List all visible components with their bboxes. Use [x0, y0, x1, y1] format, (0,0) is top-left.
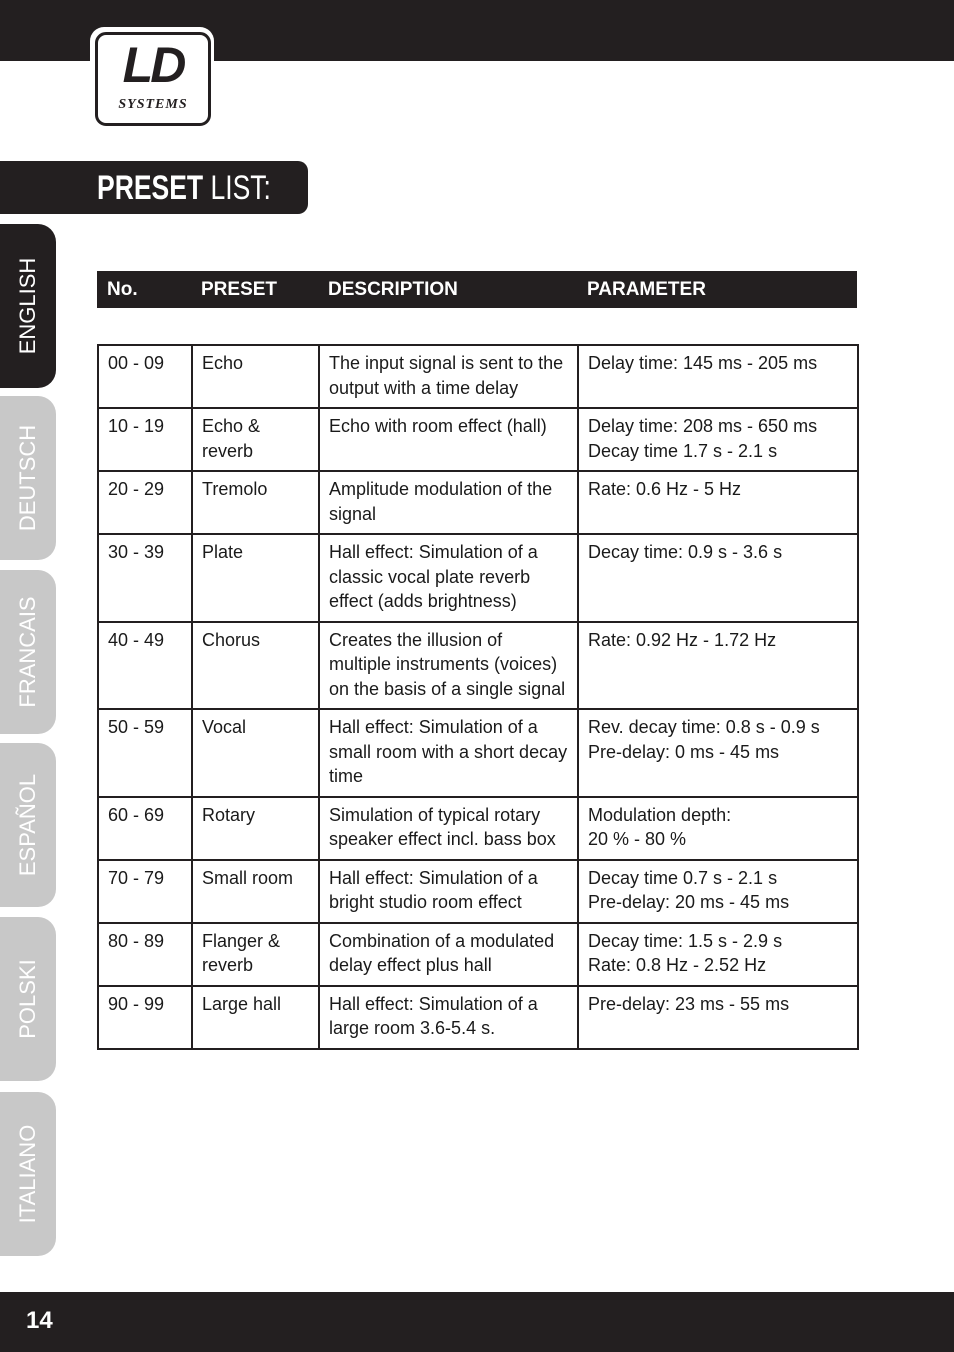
- cell-preset: [192, 622, 319, 710]
- cell-preset: [192, 986, 319, 1049]
- lang-tab-label: ESPAÑOL: [15, 773, 40, 877]
- cell-no-line: 40 - 49: [108, 629, 165, 650]
- cell-description-line: Hall effect: Simulation of a classic vocal plate reverb effect (adds brightness): [329, 542, 538, 611]
- cell-parameter: [578, 534, 858, 622]
- lang-tab-espanol[interactable]: [0, 743, 56, 907]
- cell-no-line: 60 - 69: [108, 804, 165, 825]
- cell-description: [319, 408, 578, 471]
- cell-preset: [192, 797, 319, 860]
- cell-parameter-line: Modulation depth:: [588, 804, 732, 825]
- cell-preset-line: Small room: [202, 867, 294, 888]
- cell-description-line: Hall effect: Simulation of a small room with a short decay time: [329, 717, 568, 786]
- cell-no: [98, 408, 192, 471]
- cell-parameter: [578, 797, 858, 860]
- cell-preset-line: Echo: [202, 353, 244, 373]
- cell-no-line: 30 - 39: [108, 542, 165, 562]
- cell-description: [319, 534, 578, 622]
- cell-preset: [192, 860, 319, 923]
- cell-parameter: [578, 860, 858, 923]
- table-row: [98, 860, 858, 923]
- cell-parameter: [578, 622, 858, 710]
- table-row: [98, 622, 858, 710]
- cell-preset: [192, 923, 319, 986]
- page-title-strong: PRESET: [97, 169, 204, 207]
- table-row: [98, 797, 858, 860]
- cell-preset: [192, 534, 319, 622]
- header-preset: PRESET: [201, 279, 278, 300]
- cell-parameter-line: Decay time: 1.5 s - 2.9 s: [588, 930, 783, 951]
- page-number: 14: [26, 1307, 53, 1334]
- header-description: DESCRIPTION: [328, 279, 458, 300]
- cell-parameter-line: Decay time: 0.9 s - 3.6 s: [588, 542, 783, 562]
- cell-no-line: 20 - 29: [108, 479, 165, 499]
- logo-brand: LD: [122, 37, 184, 93]
- cell-parameter-line: Decay time 0.7 s - 2.1 s: [588, 867, 778, 888]
- table-row: [98, 345, 858, 408]
- cell-description-line: Echo with room effect (hall): [329, 416, 547, 436]
- cell-no: [98, 797, 192, 860]
- cell-description: [319, 860, 578, 923]
- cell-no: [98, 622, 192, 710]
- cell-no: [98, 923, 192, 986]
- cell-description: [319, 923, 578, 986]
- table-row: [98, 923, 858, 986]
- cell-no: [98, 534, 192, 622]
- cell-description-line: The input signal is sent to the output with a time delay: [329, 353, 564, 398]
- cell-no-line: 80 - 89: [108, 930, 165, 951]
- lang-tab-deutsch[interactable]: [0, 396, 56, 560]
- ld-systems-logo: [90, 27, 214, 127]
- cell-preset-line: Tremolo: [202, 479, 268, 499]
- cell-parameter-line: Delay time: 208 ms - 650 ms: [588, 416, 818, 436]
- table-row: [98, 408, 858, 471]
- lang-tab-label: ENGLISH: [15, 257, 40, 355]
- cell-parameter-line: Rate: 0.6 Hz - 5 Hz: [588, 479, 742, 499]
- cell-no-line: 70 - 79: [108, 867, 165, 888]
- cell-parameter-line: Rate: 0.8 Hz - 2.52 Hz: [588, 955, 767, 975]
- table-header: [97, 271, 857, 308]
- logo-frame: [95, 32, 211, 126]
- cell-parameter: [578, 923, 858, 986]
- cell-parameter-line: Pre-delay: 20 ms - 45 ms: [588, 892, 790, 912]
- cell-preset-line: Flanger & reverb: [202, 930, 281, 975]
- cell-preset-line: Chorus: [202, 629, 261, 650]
- page-title: [97, 168, 271, 208]
- cell-preset-line: Rotary: [202, 804, 256, 825]
- cell-preset: [192, 709, 319, 797]
- cell-no-line: 50 - 59: [108, 717, 165, 737]
- cell-no-line: 10 - 19: [108, 416, 165, 436]
- lang-tab-italiano[interactable]: [0, 1092, 56, 1256]
- lang-tab-label: ITALIANO: [15, 1124, 40, 1224]
- bottom-bar: [0, 1292, 954, 1352]
- cell-parameter: [578, 408, 858, 471]
- cell-no: [98, 471, 192, 534]
- cell-preset: [192, 345, 319, 408]
- cell-description: [319, 471, 578, 534]
- cell-description-line: Hall effect: Simulation of a bright studio room effect: [329, 867, 538, 912]
- cell-parameter: [578, 471, 858, 534]
- cell-parameter-line: Rev. decay time: 0.8 s - 0.9 s: [588, 717, 820, 737]
- lang-tab-english[interactable]: [0, 224, 56, 388]
- logo-subtitle: SYSTEMS: [118, 97, 188, 112]
- cell-description-line: Simulation of typical rotary speaker effect incl. bass box: [329, 804, 556, 849]
- cell-preset-line: Echo & reverb: [202, 416, 261, 461]
- lang-tab-label: DEUTSCH: [15, 424, 40, 532]
- lang-tab-polski[interactable]: [0, 917, 56, 1081]
- cell-description-line: Creates the illusion of multiple instruments (voices) on the basis of a single signal: [329, 629, 566, 699]
- cell-preset-line: Vocal: [202, 717, 247, 737]
- table-row: [98, 534, 858, 622]
- cell-description-line: Hall effect: Simulation of a large room 3.6-5.4 s.: [329, 993, 538, 1038]
- cell-no: [98, 345, 192, 408]
- table-row: [98, 986, 858, 1049]
- cell-parameter: [578, 709, 858, 797]
- cell-parameter: [578, 986, 858, 1049]
- cell-preset: [192, 471, 319, 534]
- cell-description-line: Amplitude modulation of the signal: [329, 479, 553, 524]
- cell-preset-line: Plate: [202, 542, 244, 562]
- cell-no: [98, 709, 192, 797]
- cell-no: [98, 986, 192, 1049]
- cell-description: [319, 986, 578, 1049]
- cell-description: [319, 345, 578, 408]
- lang-tab-label: FRANCAIS: [15, 596, 40, 708]
- cell-no: [98, 860, 192, 923]
- table-row: [98, 471, 858, 534]
- cell-description: [319, 709, 578, 797]
- cell-preset-line: Large hall: [202, 993, 282, 1014]
- header-no: No.: [107, 279, 138, 300]
- table-row: [98, 709, 858, 797]
- cell-no-line: 90 - 99: [108, 993, 165, 1014]
- lang-tab-francais[interactable]: [0, 570, 56, 734]
- cell-parameter: [578, 345, 858, 408]
- cell-parameter-line: Pre-delay: 23 ms - 55 ms: [588, 993, 790, 1014]
- preset-table: [97, 344, 859, 1050]
- cell-parameter-line: Pre-delay: 0 ms - 45 ms: [588, 741, 780, 762]
- cell-description-line: Combination of a modulated delay effect plus hall: [329, 930, 555, 975]
- lang-tab-label: POLSKI: [15, 959, 40, 1039]
- cell-parameter-line: Rate: 0.92 Hz - 1.72 Hz: [588, 629, 777, 650]
- cell-description: [319, 797, 578, 860]
- cell-parameter-line: 20 % - 80 %: [588, 829, 687, 849]
- cell-parameter-line: Delay time: 145 ms - 205 ms: [588, 353, 818, 373]
- cell-no-line: 00 - 09: [108, 353, 165, 373]
- cell-parameter-line: Decay time 1.7 s - 2.1 s: [588, 440, 778, 461]
- page-title-rest: LIST:: [203, 169, 271, 207]
- header-parameter: PARAMETER: [587, 279, 706, 300]
- cell-preset: [192, 408, 319, 471]
- cell-description: [319, 622, 578, 710]
